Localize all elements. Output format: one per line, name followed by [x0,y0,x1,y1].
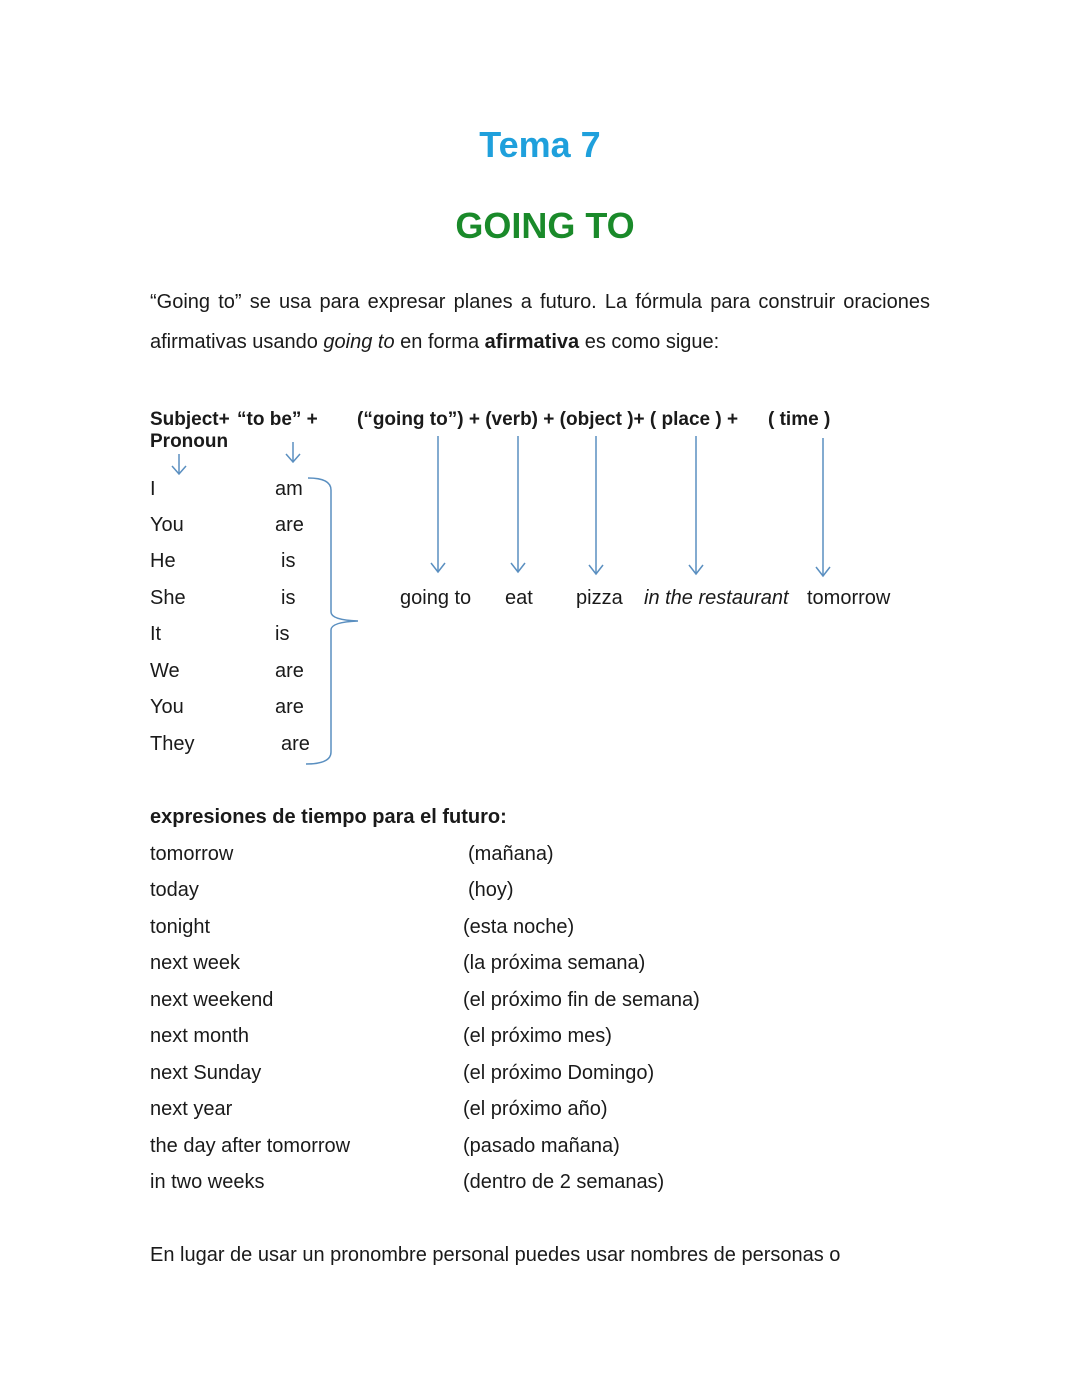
expression-es: (pasado mañana) [463,1135,620,1157]
expression-en: next week [150,952,241,974]
intro-text-3: es como sigue: [579,331,720,353]
pronoun-cell: It [150,623,162,645]
pronoun-cell: You [150,514,184,536]
expression-es: (hoy) [468,879,514,901]
pronoun-header: Pronoun [150,431,229,452]
subject-header: Subject+ [150,409,230,430]
expression-es: (la próxima semana) [463,952,646,974]
verb-brace [306,478,358,764]
verb-cell: are [275,696,304,718]
pronoun-cell: I [150,478,156,500]
expression-en: tonight [150,916,211,938]
verb-cell: are [281,733,310,755]
expression-es: (mañana) [468,843,554,865]
intro-text-2: en forma [394,331,485,353]
page-subtitle: GOING TO [455,205,635,246]
pronoun-cell: She [150,587,186,609]
expression-en: in two weeks [150,1171,265,1193]
example-verb: eat [505,587,533,609]
verb-cell: is [275,623,290,645]
pronoun-cell: You [150,696,184,718]
verb-cell: are [275,514,304,536]
page-title: Tema 7 [479,124,601,165]
formula-rest-header: (“going to”) + (verb) + (object )+ ( place ) + [357,409,739,430]
footer-text: En lugar de usar un pronombre personal puedes usar nombres de personas o [150,1244,841,1266]
expression-es: (dentro de 2 semanas) [463,1171,665,1193]
verb-cell: is [281,587,296,609]
example-place: in the restaurant [644,587,789,609]
example-object: pizza [576,587,623,609]
expression-en: tomorrow [150,843,234,865]
expressions-title: expresiones de tiempo para el futuro: [150,806,507,828]
pronoun-cell: They [150,733,195,755]
expression-es: (el próximo mes) [463,1025,612,1047]
intro-text-1: “Going to” se usa para expresar planes a futuro. La fórmula para construir oraciones afirmativas usando [150,291,930,353]
pronoun-cell: We [150,660,180,682]
expression-es: (el próximo año) [463,1098,608,1120]
expression-en: today [150,879,199,901]
expression-en: next year [150,1098,233,1120]
expression-en: next weekend [150,989,274,1011]
expression-es: (el próximo Domingo) [463,1062,655,1084]
expression-en: next month [150,1025,249,1047]
expression-en: next Sunday [150,1062,262,1084]
verb-cell: is [281,550,296,572]
intro-strong: afirmativa [484,331,580,353]
expression-es: (esta noche) [463,916,575,938]
expression-en: the day after tomorrow [150,1135,351,1157]
intro-emphasis: going to [323,331,395,353]
example-going-to: going to [400,587,472,609]
time-header: ( time ) [768,409,831,430]
pronoun-cell: He [150,550,176,572]
expression-es: (el próximo fin de semana) [463,989,700,1011]
verb-cell: am [275,478,303,500]
example-time: tomorrow [807,587,891,609]
tobe-header: “to be” + [237,409,318,430]
verb-cell: are [275,660,304,682]
